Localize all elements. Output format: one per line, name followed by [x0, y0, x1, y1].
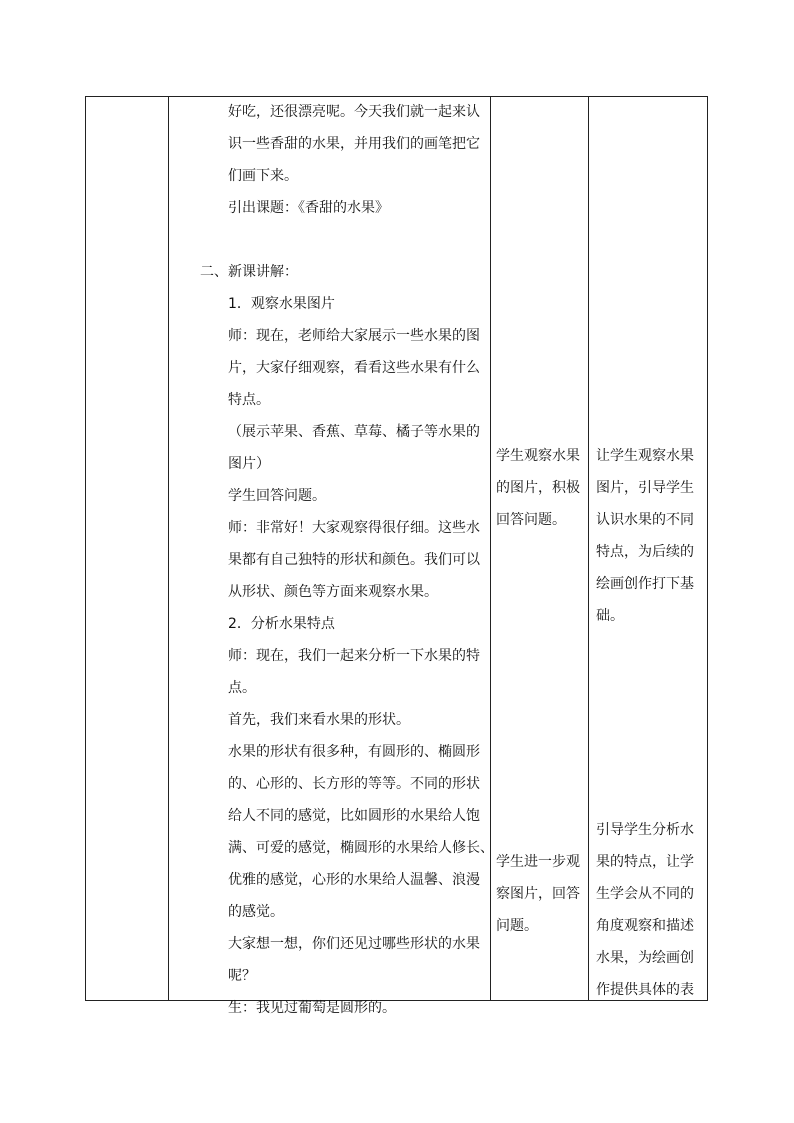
content-line: 大家想一想，你们还见过哪些形状的水果 [228, 936, 480, 952]
student-activity-line: 学生进一步观 [496, 854, 580, 870]
design-intent-line: 生学会从不同的 [596, 886, 694, 902]
student-activity-line: 的图片，积极 [496, 480, 580, 496]
content-line: 师：现在，老师给大家展示一些水果的图 [228, 328, 480, 344]
content-line: 点。 [228, 680, 256, 696]
design-intent-line: 引导学生分析水 [596, 822, 694, 838]
stage-cell [86, 97, 168, 1000]
content-line: 们画下来。 [228, 168, 298, 184]
column-divider-2 [490, 96, 491, 1001]
content-line: 的感觉。 [228, 904, 284, 920]
column-divider-3 [588, 96, 589, 1001]
section-heading: 二、新课讲解： [200, 264, 298, 280]
student-activity-line: 学生观察水果 [496, 448, 580, 464]
design-intent-block-1 [596, 440, 706, 632]
design-intent-line: 果的特点，让学 [596, 854, 694, 870]
content-line: 片，大家仔细观察，看看这些水果有什么 [228, 360, 480, 376]
design-intent-line: 图片，引导学生 [596, 480, 694, 496]
student-activity-block-1 [496, 440, 588, 536]
content-line: 师：非常好！大家观察得很仔细。这些水 [228, 520, 480, 536]
content-line: 好吃，还很漂亮呢。今天我们就一起来认 [228, 104, 480, 120]
content-line: 师：现在，我们一起来分析一下水果的特 [228, 648, 480, 664]
content-blank-line [200, 224, 490, 256]
content-line: 学生回答问题。 [228, 488, 326, 504]
student-activity-line: 回答问题。 [496, 512, 566, 528]
content-line: 满、可爱的感觉，椭圆形的水果给人修长、 [228, 840, 494, 856]
design-intent-line: 角度观察和描述 [596, 918, 694, 934]
student-activity-block-2 [496, 846, 588, 942]
design-intent-line: 认识水果的不同 [596, 512, 694, 528]
content-line: 优雅的感觉，心形的水果给人温馨、浪漫 [228, 872, 480, 888]
design-intent-line: 让学生观察水果 [596, 448, 694, 464]
column-divider-1 [168, 96, 169, 1001]
design-intent-line: 作提供具体的表 [596, 982, 694, 998]
student-activity-line: 问题。 [496, 918, 538, 934]
content-line: 果都有自己独特的形状和颜色。我们可以 [228, 552, 480, 568]
table-right-border [707, 96, 708, 1001]
content-line: 水果的形状有很多种，有圆形的、椭圆形 [228, 744, 480, 760]
design-intent-line: 水果，为绘画创 [596, 950, 694, 966]
teaching-content-cell [200, 96, 494, 1024]
content-line: 给人不同的感觉，比如圆形的水果给人饱 [228, 808, 480, 824]
design-intent-line: 绘画创作打下基 [596, 576, 694, 592]
design-intent-line: 础。 [596, 608, 624, 624]
design-intent-line: 特点，为后续的 [596, 544, 694, 560]
content-line: 呢？ [228, 968, 256, 984]
content-line: 图片） [228, 456, 270, 472]
content-line: 生：我见过葡萄是圆形的。 [228, 1000, 396, 1016]
content-line: （展示苹果、香蕉、草莓、橘子等水果的 [228, 424, 480, 440]
subsection-heading: 2．分析水果特点 [228, 616, 335, 632]
content-line: 的、心形的、长方形的等等。不同的形状 [228, 776, 480, 792]
content-line: 特点。 [228, 392, 270, 408]
lesson-title-line: 引出课题：《香甜的水果》 [228, 200, 389, 216]
content-line: 识一些香甜的水果，并用我们的画笔把它 [228, 136, 480, 152]
content-line: 首先，我们来看水果的形状。 [228, 712, 410, 728]
subsection-heading: 1．观察水果图片 [228, 296, 335, 312]
student-activity-line: 察图片，回答 [496, 886, 580, 902]
design-intent-block-2 [596, 814, 706, 1006]
content-line: 从形状、颜色等方面来观察水果。 [228, 584, 438, 600]
